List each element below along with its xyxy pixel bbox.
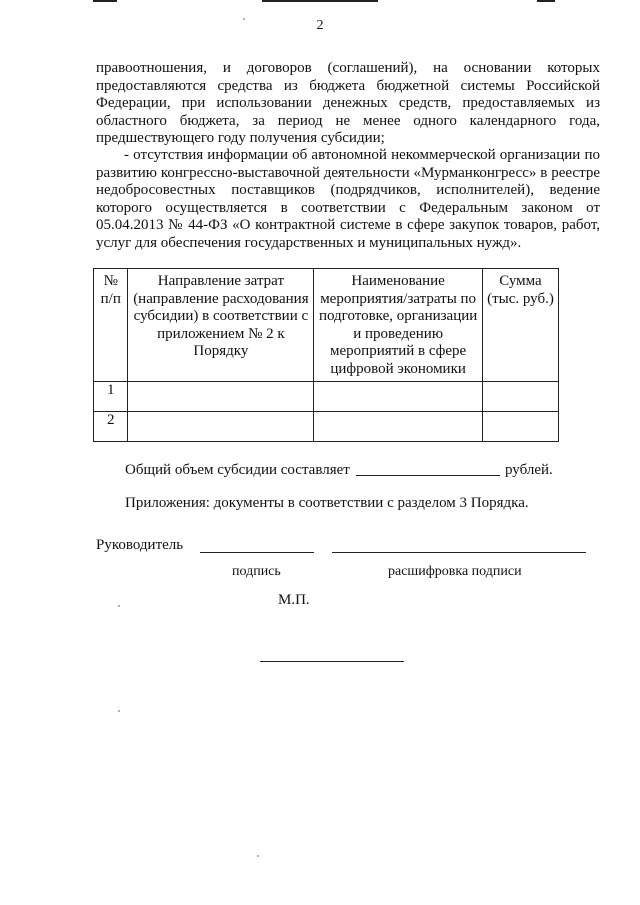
scan-edge-mark <box>262 0 378 2</box>
header-event-name: Наименование мероприятия/затраты по подготовке, организации и проведению мероприятий в сфере цифровой экономики <box>314 269 483 382</box>
subsidy-table <box>93 268 559 442</box>
page-number: 2 <box>316 18 324 33</box>
scan-speck <box>257 855 259 857</box>
total-amount-blank <box>356 475 500 476</box>
scan-edge-mark <box>537 0 555 2</box>
signature-line <box>200 552 314 553</box>
scan-speck <box>118 605 120 607</box>
paragraph-continuation: правоотношения, и договоров (соглашений), на основании которых предоставляются средства из бюджета бюджетной системы Российской Федерации, при использовании денежных средств, предоставляемых из областного бюджета, за период не менее одного календарного года, предшествующего году получения субсидии; <box>96 60 600 147</box>
header-amount: Сумма (тыс. руб.) <box>482 269 558 382</box>
row-direction <box>128 411 314 441</box>
scan-speck <box>118 710 120 712</box>
row-number: 1 <box>94 381 128 411</box>
table-row <box>94 411 559 441</box>
row-amount <box>482 381 558 411</box>
total-unit: рублей. <box>505 462 553 478</box>
scan-speck <box>243 18 245 20</box>
signature-caption: подпись <box>232 564 281 579</box>
row-event-name <box>314 411 483 441</box>
header-direction: Направление затрат (направление расходования субсидии) в соответствии с приложением № 2 к Порядку <box>128 269 314 382</box>
total-subsidy-label: Общий объем субсидии составляет <box>125 462 350 478</box>
end-of-document-line <box>260 661 404 662</box>
row-direction <box>128 381 314 411</box>
table-row <box>94 381 559 411</box>
row-event-name <box>314 381 483 411</box>
paragraph-registry-condition: - отсутствия информации об автономной некоммерческой организации по развитию конгрессно-выставочной деятельности «Мурманконгресс» в реестре недобросовестных поставщиков (подрядчиков, исполнителей), ведение которого осуществляется в соответствии с Федеральным законом от 05.04.2013 № 44-ФЗ «О контрактной системе в сфере закупок товаров, работ, услуг для обеспечения государственных и муниципальных нужд». <box>96 147 600 251</box>
head-label: Руководитель <box>96 537 184 553</box>
stamp-place-mark: М.П. <box>278 592 310 608</box>
signature-decode-caption: расшифровка подписи <box>388 564 522 579</box>
signature-decode-line <box>332 552 586 553</box>
header-number: № п/п <box>94 269 128 382</box>
scan-edge-mark <box>93 0 117 2</box>
row-number: 2 <box>94 411 128 441</box>
row-amount <box>482 411 558 441</box>
table-header-row <box>94 269 559 382</box>
attachments-line: Приложения: документы в соответствии с разделом 3 Порядка. <box>125 495 529 511</box>
